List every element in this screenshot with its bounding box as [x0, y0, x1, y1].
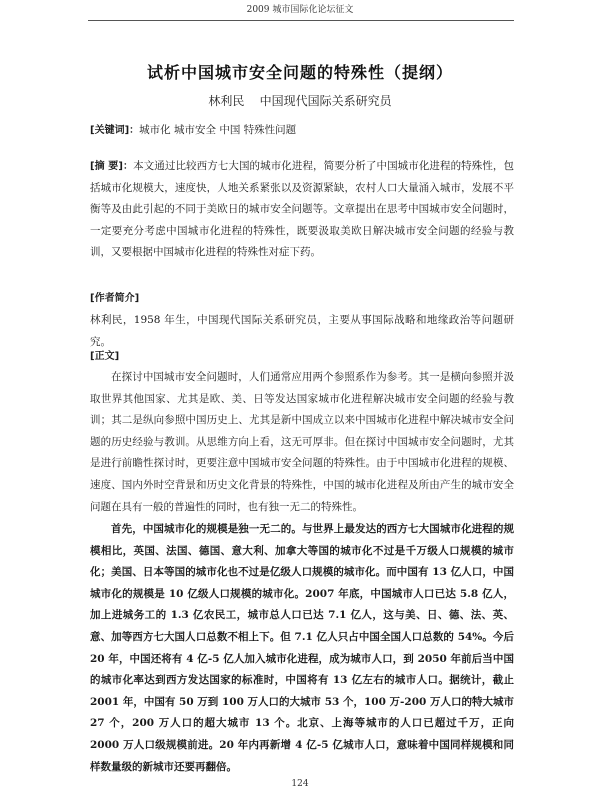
body-heading: [正文]: [90, 351, 120, 362]
author-intro-heading: [作者简介]: [90, 293, 140, 304]
author-byline: 林利民 中国现代国际关系研究员: [208, 94, 392, 108]
abstract-label: [摘 要]：: [90, 161, 134, 172]
author-intro-text: 林利民，1958 年生，中国现代国际关系研究员，主要从事国际战略和地缘政治等问题研究。: [90, 314, 514, 348]
paper-title: 试析中国城市安全问题的特殊性（提纲）: [146, 63, 453, 82]
body-paragraph-2: 首先，中国城市化的规模是独一无二的。与世界上最发达的西方七大国城市化进程的规模相比，英国、法国、德国、意大利、加拿大等国的城市化不过是千万级人口规模的城市化；美国、日本等国的城市化也不过是亿级人口规模的城市化。而中国有 13 亿人口，中国城市化的规模是 10 亿级人口规模的城市化。2007 年底，中国城市人口已达 5.8 亿人，加上进城务工的 1.3 亿农民工，城市总人口已达 7.1 亿人，这与美、日、德、法、英、意、加等西方七大国人口总数不相上下。但 7.1 亿人只占中国全国人口总数的 54%。今后 20 年，中国还将有 4 亿-5 亿人加入城市化进程，成为城市人口，到 2050 年前后当中国的城市化率达到西方发达国家的标准时，中国将有 13 亿左右的城市人口。据统计，截止 2001 年，中国有 50 万到 100 万人口的大城市 53 个，100 万-200 万人口的特大城市 27 个，200 万人口的超大城市 13 个。北京、上海等城市的人口已超过千万，正向 2000 万人口级规模前进。20 年内再新增 4 亿-5 亿城市人口，意味着中国同样规模和同样数量级的新城市还要再翻倍。: [90, 523, 514, 773]
page-number: 124: [291, 779, 309, 789]
keywords-section: [90, 120, 514, 142]
keywords-label: [关键词]：: [90, 125, 140, 136]
keywords-text: 城市化 城市安全 中国 特殊性问题: [139, 124, 297, 136]
abstract-section: [90, 156, 514, 264]
body-paragraph-1: 在探讨中国城市安全问题时，人们通常应用两个参照系作为参考。其一是横向参照并汲取世界其他国家、尤其是欧、美、日等发达国家城市化进程解决城市安全问题的经验与教训；其二是纵向参照中国历史上、尤其是新中国成立以来中国城市化进程中解决城市安全问题的历史经验与教训。从思维方向上看，这无可厚非。但在探讨中国城市安全问题时，尤其是进行前瞻性探讨时，更要注意中国城市安全问题的特殊性。由于中国城市化进程的规模、速度、国内外时空背景和历史文化背景的特殊性，中国的城市化进程及所由产生的城市安全问题在具有一般的普遍性的同时，也有独一无二的特殊性。: [90, 371, 514, 513]
abstract-text: 本文通过比较西方七大国的城市化进程，简要分析了中国城市化进程的特殊性，包括城市化规模大，速度快，人地关系紧张以及资源紧缺，农村人口大量涌入城市，发展不平衡等及由此引起的不同于美欧日的城市安全问题等。文章提出在思考中国城市安全问题时，一定要充分考虑中国城市化进程的特殊性，既要汲取美欧日解决城市安全问题的经验与教训，又要根据中国城市化进程的特殊性对症下药。: [90, 160, 515, 259]
header-rule: [88, 20, 514, 21]
running-header: 2009 城市国际化论坛征文: [246, 5, 354, 15]
